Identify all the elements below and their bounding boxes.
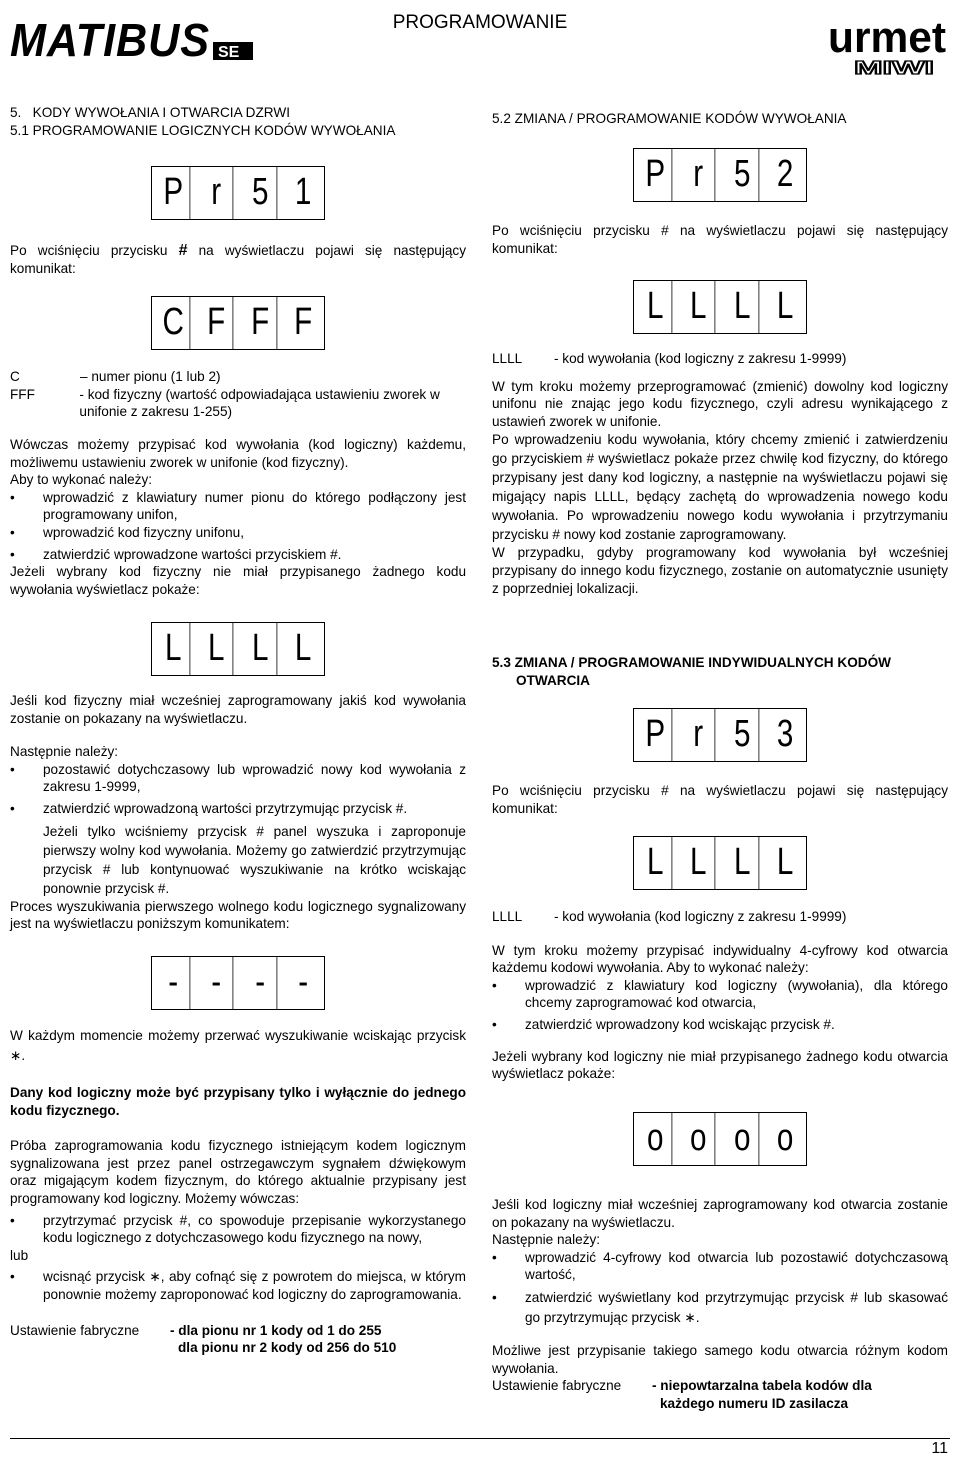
right-text-4 [492, 908, 948, 1083]
factory-values [170, 1322, 396, 1357]
paragraph: Po wciśnięciu przycisku # na wyświetlaczu pojawi się następujący komunikat: [492, 783, 948, 816]
right-text-3 [492, 782, 948, 817]
list-item-plain: Jeżeli tylko wciśniemy przycisk # panel wyszuka i zaproponuje pierwszy wolny kod wywołania. Możemy go zatwierdzić przytrzymując przycisk # lub kontynuować wyszukiwanie na krótko wciskając ponownie przycisk #. [43, 823, 466, 896]
display-char: o [682, 1113, 716, 1165]
display-oooo [633, 1112, 807, 1166]
paragraph: Po wprowadzeniu kodu wywołania, który chcemy zmienić i zatwierdzeniu go przyciskiem # wyświetlacz pokaże przez chwilę kod fizyczny, do którego przypisany jest dany kod logiczny, a następnie na wyświetlaczu pojawi się migający napis LLLL, będący zachętą do wprowadzenia nowego kodu wywołania. Po wprowadzeniu nowego kodu wywołania i przytrzymaniu przycisku # nowy kod zostanie zaprogramowany. [492, 432, 948, 543]
paragraph [10, 242, 466, 277]
display-char: o [639, 1113, 673, 1165]
page-header-title: PROGRAMOWANIE [392, 12, 568, 33]
left-intro-block [10, 242, 466, 277]
display-char: L [639, 837, 673, 889]
display-char: L [682, 281, 716, 333]
right-heading-2 [492, 654, 948, 689]
factory-setting [492, 1377, 948, 1412]
paragraph: W każdym momencie możemy przerwać wyszukiwanie wciskając przycisk ∗. [10, 1028, 466, 1063]
left-text-3 [10, 1026, 466, 1357]
section-heading: 5.2 ZMIANA / PROGRAMOWANIE KODÓW WYWOŁANIA [492, 111, 847, 126]
bullet-list [492, 1249, 948, 1328]
svg-text:MATIBUS: MATIBUS [10, 14, 210, 64]
display-cfff [151, 296, 325, 350]
display-char: o [725, 1113, 759, 1165]
display-llll [633, 280, 807, 334]
def-key: FFF [10, 386, 35, 402]
paragraph: Jeśli kod logiczny miał wcześniej zaprogramowany kod otwarcia zostanie on pokazany na wyświetlaczu. [492, 1197, 948, 1230]
definition-row [492, 350, 948, 368]
display-pr52 [633, 148, 807, 202]
list-item: • zatwierdzić wyświetlany kod przytrzymując przycisk # lub skasować go przytrzymując przycisk ∗. [492, 1288, 948, 1328]
factory-value: - dla pionu nr 1 kody od 1 do 255 [170, 1322, 382, 1338]
text: Po wciśnięciu przycisku [10, 243, 179, 258]
definition-row [492, 908, 948, 926]
paragraph: Proces wyszukiwania pierwszego wolnego kodu logicznego sygnalizowany jest na wyświetlaczu poniższym komunikatem: [10, 898, 466, 932]
def-value: - kod wywołania (kod logiczny z zakresu 1-9999) [554, 351, 847, 366]
factory-label: Ustawienie fabryczne [10, 1322, 140, 1338]
list-item: • zatwierdzić wprowadzoną wartości przytrzymując przycisk #. [10, 800, 466, 818]
def-key: LLLL [492, 351, 523, 366]
display-llll [633, 836, 807, 890]
factory-value: dla pionu nr 2 kody od 256 do 510 [178, 1340, 397, 1356]
bullet-list [10, 1268, 466, 1303]
right-column [492, 110, 948, 128]
display-llll [151, 622, 325, 676]
list-item: • wprowadzić 4-cyfrowy kod otwarcia lub pozostawić dotychczasową wartość, [492, 1249, 948, 1284]
display-char: 1 [294, 171, 312, 213]
display-char: r [200, 167, 234, 219]
display-char: F [293, 301, 312, 343]
page-number: 11 [931, 1440, 948, 1458]
hash-symbol: # [178, 242, 188, 259]
right-text-5 [492, 1196, 948, 1412]
subsection-heading: 5.1 PROGRAMOWANIE LOGICZNYCH KODÓW WYWOŁANIA [10, 122, 396, 138]
list-item: • wprowadzić z klawiatury numer pionu do którego podłączony jest programowany unifon, [10, 489, 466, 524]
paragraph: Aby to wykonać należy: [10, 472, 153, 488]
display-char: L [639, 281, 673, 333]
subsection-heading: 5.3 ZMIANA / PROGRAMOWANIE INDYWIDUALNYCH KODÓW [492, 655, 891, 670]
list-item: • wprowadzić kod fizyczny unifonu, [10, 524, 466, 542]
display-char: L [725, 281, 759, 333]
factory-value: - niepowtarzalna tabela kodów dla [652, 1378, 872, 1394]
display-char: 3 [776, 713, 794, 755]
display-char: r [682, 709, 716, 761]
def-key: C [10, 369, 20, 384]
display-char: - [297, 961, 308, 1003]
display-char: - [243, 957, 277, 1009]
list-item: • wprowadzić z klawiatury kod logiczny (wywołania), dla którego chcemy zaprogramować kod otwarcia, [492, 977, 948, 1012]
left-text-2 [10, 692, 466, 933]
def-key: LLLL [492, 909, 523, 924]
display-char: 5 [725, 709, 759, 761]
factory-values [652, 1377, 872, 1412]
bullet-list [10, 761, 466, 898]
display-char: L [243, 623, 277, 675]
display-char: 5 [725, 149, 759, 201]
paragraph: Wówczas możemy przypisać kod wywołania (kod logiczny) każdemu, możliwemu ustawieniu zworek w unifonie (kod fizyczny). [10, 437, 466, 470]
display-char: F [200, 297, 234, 349]
svg-text:SE: SE [218, 44, 240, 61]
display-char: - [200, 957, 234, 1009]
definition-row [10, 386, 466, 421]
subsection-heading: OTWARCIA [516, 672, 591, 688]
paragraph: Jeżeli wybrany kod logiczny nie miał przypisanego żadnego kodu otwarcia wyświetlacz pokaże: [492, 1048, 948, 1082]
def-value: - kod fizyczny (wartość odpowiadająca ustawieniu zworek w unifonie z zakresu 1-255) [79, 386, 440, 420]
section-heading: 5. KODY WYWOŁANIA I OTWARCIA DZRWI [10, 105, 290, 120]
paragraph: Możliwe jest przypisanie takiego samego kodu otwarcia różnym kodom wywołania. [492, 1342, 948, 1376]
display-char: L [294, 627, 312, 669]
list-item: • pozostawić dotychczasowy lub wprowadzić nowy kod wywołania z zakresu 1-9999, [10, 761, 466, 796]
display-char: F [243, 297, 277, 349]
display-char: L [776, 285, 794, 327]
display-pr51 [151, 166, 325, 220]
factory-setting [10, 1322, 466, 1357]
paragraph: Po wciśnięciu przycisku # na wyświetlaczu pojawi się następujący komunikat: [492, 223, 948, 256]
display-char: P [639, 149, 673, 201]
display-char: L [200, 623, 234, 675]
paragraph: W przypadku, gdyby programowany kod wywołania był wcześniej przypisany do innego kodu fizycznego, zostanie on automatycznie usunięty z poprzedniej lokalizacji. [492, 545, 948, 596]
display-char: 5 [243, 167, 277, 219]
bullet-list [10, 1212, 466, 1247]
paragraph: Następnie należy: [10, 744, 119, 760]
paragraph: W tym kroku możemy przypisać indywidualny 4-cyfrowy kod otwarcia każdemu kodowi wywołania. Aby to wykonać należy: [492, 942, 948, 976]
display-char: C [157, 297, 191, 349]
display-pr53 [633, 708, 807, 762]
paragraph: Jeśli kod fizyczny miał wcześniej zaprogramowany jakiś kod wywołania zostanie on pokazany na wyświetlaczu. [10, 693, 466, 726]
def-value: - kod wywołania (kod logiczny z zakresu 1-9999) [554, 909, 847, 924]
list-item: • przytrzymać przycisk #, co spowoduje przepisanie wykorzystanego kodu logicznego z dotychczasowego kodu fizycznego na nowy, [10, 1212, 466, 1247]
display-char: L [682, 837, 716, 889]
display-char: - [157, 957, 191, 1009]
svg-text:MIWI: MIWI [854, 58, 934, 76]
list-item: • zatwierdzić wprowadzony kod wciskając przycisk #. [492, 1016, 948, 1034]
urmet-logo [826, 6, 950, 76]
display-char: 2 [776, 153, 794, 195]
paragraph: Jeżeli wybrany kod fizyczny nie miał przypisanego żadnego kodu wywołania wyświetlacz pokaże: [10, 564, 466, 597]
factory-label: Ustawienie fabryczne [492, 1378, 622, 1394]
def-value: – numer pionu (1 lub 2) [80, 369, 221, 384]
right-text-1 [492, 222, 948, 257]
display-char: o [776, 1117, 794, 1159]
left-main-text [10, 436, 466, 598]
display-char: L [157, 623, 191, 675]
list-item: • wcisnąć przycisk ∗, aby cofnąć się z powrotem do miejsca, w którym ponownie możemy zaproponować kod logiczny do zaprogramowania. [10, 1268, 466, 1303]
svg-text:urmet: urmet [828, 13, 947, 62]
factory-value: każdego numeru ID zasilacza [660, 1395, 849, 1411]
text: na wyświetlaczu pojawi się następujący komunikat: [10, 243, 466, 276]
list-item: • zatwierdzić wprowadzone wartości przyciskiem #. [10, 546, 466, 564]
display-char: P [157, 167, 191, 219]
definitions [10, 368, 466, 421]
display-char: r [682, 149, 716, 201]
display-char: L [725, 837, 759, 889]
display-dashes [151, 956, 325, 1010]
text-lub: lub [10, 1247, 29, 1263]
paragraph: W tym kroku możemy przeprogramować (zmienić) dowolny kod logiczny unifonu nie znając jego kodu fizycznego, czyli adresu wynikającego z ustawień zworek w unifonie. [492, 378, 948, 429]
footer-rule [10, 1438, 950, 1439]
paragraph: Próba zaprogramowania kodu fizycznego istniejącym kodem logicznym sygnalizowana jest przez panel ostrzegawczym sygnałem dźwiękowym oraz migającym kodem fizycznym, do którego aktualnie przypisany jest programowany kod logiczny. Możemy wówczas: [10, 1138, 466, 1206]
bold-note: Dany kod logiczny może być przypisany tylko i wyłącznie do jednego kodu fizycznego. [10, 1085, 466, 1118]
display-char: P [639, 709, 673, 761]
bullet-list [10, 489, 466, 563]
bullet-list [492, 977, 948, 1034]
paragraph: Następnie należy: [492, 1232, 601, 1248]
left-column [10, 104, 466, 139]
right-text-2 [492, 350, 948, 597]
definition-row [10, 368, 466, 386]
display-char: L [776, 841, 794, 883]
